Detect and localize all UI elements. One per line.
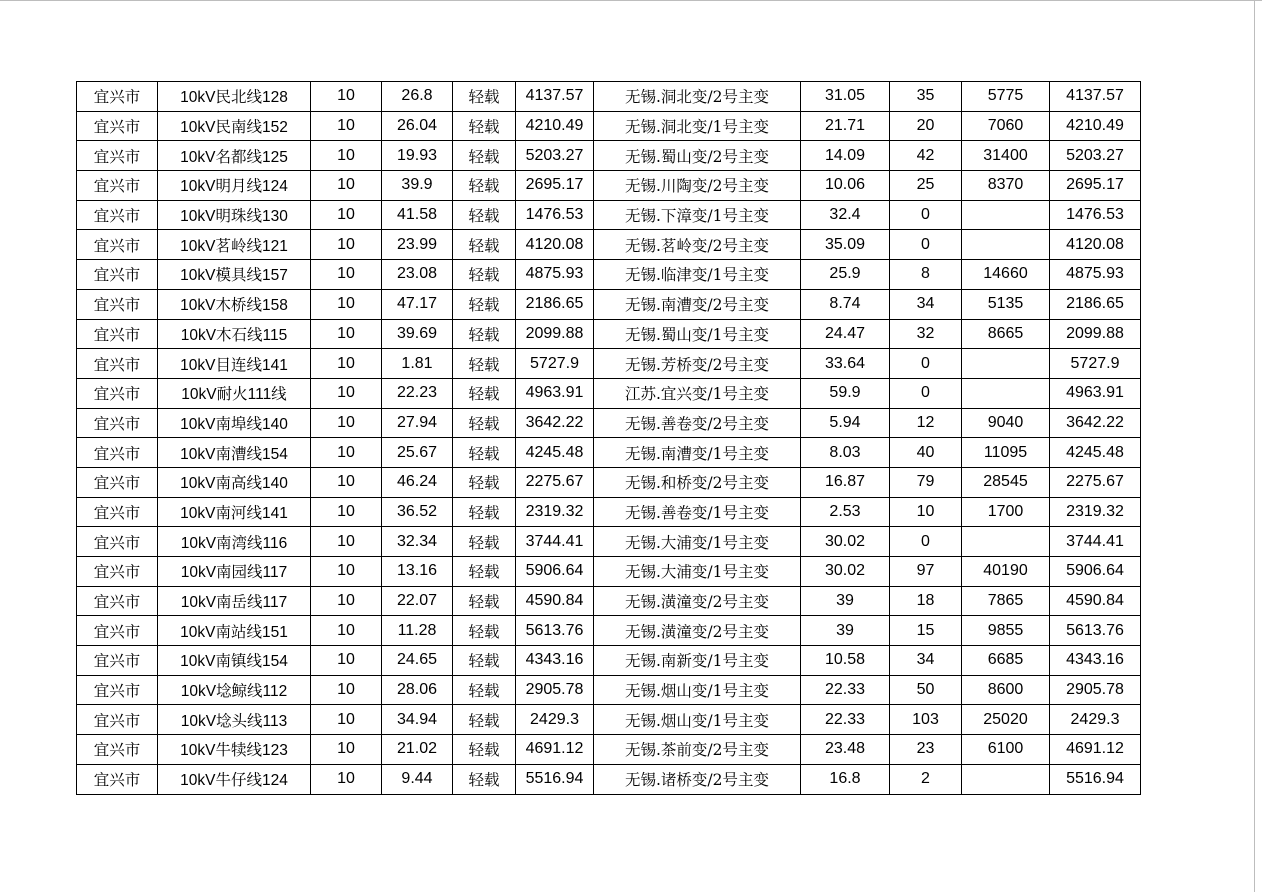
user-count-cell: 0 <box>890 230 962 260</box>
user-capacity-cell: 11095 <box>962 438 1050 468</box>
transformer-load-rate-cell: 33.64 <box>801 349 890 379</box>
load-rate-cell: 23.99 <box>382 230 453 260</box>
city-cell: 宜兴市 <box>77 497 158 527</box>
user-count-cell: 25 <box>890 171 962 201</box>
load-status-cell: 轻载 <box>453 408 516 438</box>
user-capacity-cell <box>962 378 1050 408</box>
transformer-load-rate-cell: 5.94 <box>801 408 890 438</box>
feeder-line-cell: 10kV南漕线154 <box>158 438 311 468</box>
transformer-load-rate-cell: 39 <box>801 616 890 646</box>
available-capacity-cell: 2275.67 <box>1050 467 1141 497</box>
transformer-load-rate-cell: 35.09 <box>801 230 890 260</box>
user-count-cell: 32 <box>890 319 962 349</box>
voltage-cell: 10 <box>311 260 382 290</box>
load-rate-cell: 23.08 <box>382 260 453 290</box>
transformer-load-rate-cell: 16.87 <box>801 467 890 497</box>
capacity-cell: 2186.65 <box>516 289 594 319</box>
load-rate-cell: 22.07 <box>382 586 453 616</box>
voltage-cell: 10 <box>311 527 382 557</box>
table-row <box>77 111 1141 141</box>
user-capacity-cell: 7060 <box>962 111 1050 141</box>
load-status-cell: 轻载 <box>453 141 516 171</box>
user-capacity-cell: 9040 <box>962 408 1050 438</box>
available-capacity-cell: 2319.32 <box>1050 497 1141 527</box>
capacity-cell: 2275.67 <box>516 467 594 497</box>
capacity-cell: 5613.76 <box>516 616 594 646</box>
city-cell: 宜兴市 <box>77 171 158 201</box>
feeder-line-cell: 10kV木石线115 <box>158 319 311 349</box>
load-rate-cell: 11.28 <box>382 616 453 646</box>
table-row <box>77 764 1141 794</box>
user-capacity-cell: 31400 <box>962 141 1050 171</box>
voltage-cell: 10 <box>311 200 382 230</box>
user-count-cell: 34 <box>890 289 962 319</box>
voltage-cell: 10 <box>311 497 382 527</box>
feeder-line-cell: 10kV南湾线116 <box>158 527 311 557</box>
user-capacity-cell: 9855 <box>962 616 1050 646</box>
table-row <box>77 586 1141 616</box>
voltage-cell: 10 <box>311 438 382 468</box>
available-capacity-cell: 4963.91 <box>1050 378 1141 408</box>
substation-transformer-cell: 无锡.茗岭变/2号主变 <box>594 230 801 260</box>
table-row <box>77 349 1141 379</box>
voltage-cell: 10 <box>311 82 382 112</box>
available-capacity-cell: 4343.16 <box>1050 646 1141 676</box>
feeder-line-cell: 10kV南高线140 <box>158 467 311 497</box>
feeder-line-cell: 10kV茗岭线121 <box>158 230 311 260</box>
table-row <box>77 141 1141 171</box>
city-cell: 宜兴市 <box>77 141 158 171</box>
substation-transformer-cell: 无锡.芳桥变/2号主变 <box>594 349 801 379</box>
feeder-line-cell: 10kV民北线128 <box>158 82 311 112</box>
capacity-cell: 4343.16 <box>516 646 594 676</box>
user-count-cell: 34 <box>890 646 962 676</box>
transformer-load-rate-cell: 8.74 <box>801 289 890 319</box>
table-row <box>77 527 1141 557</box>
capacity-cell: 2905.78 <box>516 675 594 705</box>
substation-transformer-cell: 无锡.潢潼变/2号主变 <box>594 586 801 616</box>
load-status-cell: 轻载 <box>453 260 516 290</box>
available-capacity-cell: 4875.93 <box>1050 260 1141 290</box>
load-rate-cell: 22.23 <box>382 378 453 408</box>
feeder-line-cell: 10kV南镇线154 <box>158 646 311 676</box>
capacity-cell: 5516.94 <box>516 764 594 794</box>
user-capacity-cell: 28545 <box>962 467 1050 497</box>
available-capacity-cell: 3642.22 <box>1050 408 1141 438</box>
city-cell: 宜兴市 <box>77 764 158 794</box>
city-cell: 宜兴市 <box>77 289 158 319</box>
load-status-cell: 轻载 <box>453 586 516 616</box>
load-status-cell: 轻载 <box>453 111 516 141</box>
city-cell: 宜兴市 <box>77 557 158 587</box>
capacity-cell: 4963.91 <box>516 378 594 408</box>
feeder-line-cell: 10kV木桥线158 <box>158 289 311 319</box>
available-capacity-cell: 5613.76 <box>1050 616 1141 646</box>
load-rate-cell: 39.9 <box>382 171 453 201</box>
city-cell: 宜兴市 <box>77 675 158 705</box>
feeder-line-cell: 10kV模具线157 <box>158 260 311 290</box>
voltage-cell: 10 <box>311 349 382 379</box>
user-capacity-cell: 5135 <box>962 289 1050 319</box>
user-capacity-cell: 5775 <box>962 82 1050 112</box>
transformer-load-rate-cell: 23.48 <box>801 735 890 765</box>
substation-transformer-cell: 无锡.烟山变/1号主变 <box>594 705 801 735</box>
feeder-line-cell: 10kV埝鲸线112 <box>158 675 311 705</box>
capacity-cell: 1476.53 <box>516 200 594 230</box>
user-count-cell: 103 <box>890 705 962 735</box>
transformer-load-rate-cell: 25.9 <box>801 260 890 290</box>
user-capacity-cell <box>962 764 1050 794</box>
load-rate-cell: 19.93 <box>382 141 453 171</box>
user-capacity-cell: 8665 <box>962 319 1050 349</box>
voltage-cell: 10 <box>311 675 382 705</box>
capacity-cell: 4245.48 <box>516 438 594 468</box>
capacity-cell: 5727.9 <box>516 349 594 379</box>
substation-transformer-cell: 无锡.烟山变/1号主变 <box>594 675 801 705</box>
user-capacity-cell <box>962 200 1050 230</box>
capacity-cell: 4691.12 <box>516 735 594 765</box>
load-status-cell: 轻载 <box>453 289 516 319</box>
user-count-cell: 79 <box>890 467 962 497</box>
substation-transformer-cell: 无锡.潢潼变/2号主变 <box>594 616 801 646</box>
city-cell: 宜兴市 <box>77 260 158 290</box>
load-status-cell: 轻载 <box>453 82 516 112</box>
user-capacity-cell: 6100 <box>962 735 1050 765</box>
page-top-border <box>0 0 1262 1</box>
available-capacity-cell: 2429.3 <box>1050 705 1141 735</box>
user-count-cell: 10 <box>890 497 962 527</box>
user-count-cell: 12 <box>890 408 962 438</box>
user-count-cell: 15 <box>890 616 962 646</box>
feeder-line-cell: 10kV明月线124 <box>158 171 311 201</box>
user-capacity-cell: 8600 <box>962 675 1050 705</box>
table-row <box>77 557 1141 587</box>
user-capacity-cell: 40190 <box>962 557 1050 587</box>
user-capacity-cell <box>962 349 1050 379</box>
voltage-cell: 10 <box>311 171 382 201</box>
city-cell: 宜兴市 <box>77 378 158 408</box>
feeder-line-cell: 10kV南河线141 <box>158 497 311 527</box>
voltage-cell: 10 <box>311 467 382 497</box>
voltage-cell: 10 <box>311 616 382 646</box>
substation-transformer-cell: 无锡.茶前变/2号主变 <box>594 735 801 765</box>
available-capacity-cell: 2905.78 <box>1050 675 1141 705</box>
available-capacity-cell: 1476.53 <box>1050 200 1141 230</box>
load-status-cell: 轻载 <box>453 616 516 646</box>
city-cell: 宜兴市 <box>77 319 158 349</box>
load-rate-cell: 13.16 <box>382 557 453 587</box>
substation-transformer-cell: 江苏.宜兴变/1号主变 <box>594 378 801 408</box>
feeder-table-container <box>76 81 1141 795</box>
available-capacity-cell: 4590.84 <box>1050 586 1141 616</box>
substation-transformer-cell: 无锡.大浦变/1号主变 <box>594 557 801 587</box>
substation-transformer-cell: 无锡.临津变/1号主变 <box>594 260 801 290</box>
load-rate-cell: 25.67 <box>382 438 453 468</box>
user-count-cell: 35 <box>890 82 962 112</box>
capacity-cell: 2429.3 <box>516 705 594 735</box>
table-row <box>77 82 1141 112</box>
voltage-cell: 10 <box>311 586 382 616</box>
load-rate-cell: 46.24 <box>382 467 453 497</box>
substation-transformer-cell: 无锡.洞北变/1号主变 <box>594 111 801 141</box>
available-capacity-cell: 2695.17 <box>1050 171 1141 201</box>
user-capacity-cell: 25020 <box>962 705 1050 735</box>
feeder-line-cell: 10kV南站线151 <box>158 616 311 646</box>
load-status-cell: 轻载 <box>453 378 516 408</box>
table-row <box>77 735 1141 765</box>
city-cell: 宜兴市 <box>77 527 158 557</box>
load-rate-cell: 27.94 <box>382 408 453 438</box>
table-row <box>77 408 1141 438</box>
substation-transformer-cell: 无锡.南新变/1号主变 <box>594 646 801 676</box>
city-cell: 宜兴市 <box>77 200 158 230</box>
load-rate-cell: 32.34 <box>382 527 453 557</box>
load-rate-cell: 34.94 <box>382 705 453 735</box>
available-capacity-cell: 4691.12 <box>1050 735 1141 765</box>
substation-transformer-cell: 无锡.蜀山变/1号主变 <box>594 319 801 349</box>
available-capacity-cell: 2099.88 <box>1050 319 1141 349</box>
substation-transformer-cell: 无锡.南漕变/1号主变 <box>594 438 801 468</box>
city-cell: 宜兴市 <box>77 408 158 438</box>
substation-transformer-cell: 无锡.蜀山变/2号主变 <box>594 141 801 171</box>
load-status-cell: 轻载 <box>453 705 516 735</box>
load-status-cell: 轻载 <box>453 200 516 230</box>
table-row <box>77 646 1141 676</box>
available-capacity-cell: 4245.48 <box>1050 438 1141 468</box>
transformer-load-rate-cell: 14.09 <box>801 141 890 171</box>
load-status-cell: 轻载 <box>453 646 516 676</box>
load-status-cell: 轻载 <box>453 497 516 527</box>
load-rate-cell: 1.81 <box>382 349 453 379</box>
city-cell: 宜兴市 <box>77 735 158 765</box>
page-right-border <box>1254 0 1255 892</box>
available-capacity-cell: 3744.41 <box>1050 527 1141 557</box>
transformer-load-rate-cell: 32.4 <box>801 200 890 230</box>
table-row <box>77 675 1141 705</box>
feeder-line-cell: 10kV民南线152 <box>158 111 311 141</box>
capacity-cell: 4137.57 <box>516 82 594 112</box>
available-capacity-cell: 2186.65 <box>1050 289 1141 319</box>
feeder-line-cell: 10kV牛犊线123 <box>158 735 311 765</box>
load-status-cell: 轻载 <box>453 230 516 260</box>
feeder-line-cell: 10kV名都线125 <box>158 141 311 171</box>
user-count-cell: 0 <box>890 378 962 408</box>
transformer-load-rate-cell: 21.71 <box>801 111 890 141</box>
load-status-cell: 轻载 <box>453 171 516 201</box>
user-count-cell: 0 <box>890 527 962 557</box>
available-capacity-cell: 5727.9 <box>1050 349 1141 379</box>
substation-transformer-cell: 无锡.和桥变/2号主变 <box>594 467 801 497</box>
available-capacity-cell: 4120.08 <box>1050 230 1141 260</box>
load-status-cell: 轻载 <box>453 319 516 349</box>
available-capacity-cell: 4210.49 <box>1050 111 1141 141</box>
table-row <box>77 171 1141 201</box>
feeder-line-cell: 10kV耐火111线 <box>158 378 311 408</box>
user-capacity-cell: 1700 <box>962 497 1050 527</box>
transformer-load-rate-cell: 59.9 <box>801 378 890 408</box>
load-rate-cell: 9.44 <box>382 764 453 794</box>
table-row <box>77 616 1141 646</box>
user-count-cell: 0 <box>890 349 962 379</box>
user-capacity-cell: 14660 <box>962 260 1050 290</box>
transformer-load-rate-cell: 24.47 <box>801 319 890 349</box>
load-status-cell: 轻载 <box>453 675 516 705</box>
available-capacity-cell: 4137.57 <box>1050 82 1141 112</box>
substation-transformer-cell: 无锡.川陶变/2号主变 <box>594 171 801 201</box>
voltage-cell: 10 <box>311 378 382 408</box>
load-rate-cell: 26.8 <box>382 82 453 112</box>
load-status-cell: 轻载 <box>453 527 516 557</box>
user-count-cell: 40 <box>890 438 962 468</box>
available-capacity-cell: 5516.94 <box>1050 764 1141 794</box>
load-rate-cell: 21.02 <box>382 735 453 765</box>
load-rate-cell: 39.69 <box>382 319 453 349</box>
table-row <box>77 438 1141 468</box>
substation-transformer-cell: 无锡.诸桥变/2号主变 <box>594 764 801 794</box>
capacity-cell: 2099.88 <box>516 319 594 349</box>
load-rate-cell: 47.17 <box>382 289 453 319</box>
substation-transformer-cell: 无锡.洞北变/2号主变 <box>594 82 801 112</box>
feeder-line-cell: 10kV牛仔线124 <box>158 764 311 794</box>
capacity-cell: 5906.64 <box>516 557 594 587</box>
voltage-cell: 10 <box>311 141 382 171</box>
transformer-load-rate-cell: 8.03 <box>801 438 890 468</box>
feeder-line-cell: 10kV埝头线113 <box>158 705 311 735</box>
user-capacity-cell <box>962 230 1050 260</box>
load-status-cell: 轻载 <box>453 557 516 587</box>
load-status-cell: 轻载 <box>453 735 516 765</box>
transformer-load-rate-cell: 30.02 <box>801 557 890 587</box>
feeder-line-cell: 10kV南园线117 <box>158 557 311 587</box>
user-count-cell: 23 <box>890 735 962 765</box>
available-capacity-cell: 5906.64 <box>1050 557 1141 587</box>
user-count-cell: 50 <box>890 675 962 705</box>
load-rate-cell: 24.65 <box>382 646 453 676</box>
table-row <box>77 260 1141 290</box>
transformer-load-rate-cell: 30.02 <box>801 527 890 557</box>
voltage-cell: 10 <box>311 289 382 319</box>
capacity-cell: 4875.93 <box>516 260 594 290</box>
user-count-cell: 97 <box>890 557 962 587</box>
substation-transformer-cell: 无锡.大浦变/1号主变 <box>594 527 801 557</box>
load-rate-cell: 36.52 <box>382 497 453 527</box>
table-body <box>77 82 1141 795</box>
table-row <box>77 200 1141 230</box>
capacity-cell: 4590.84 <box>516 586 594 616</box>
voltage-cell: 10 <box>311 230 382 260</box>
load-rate-cell: 26.04 <box>382 111 453 141</box>
city-cell: 宜兴市 <box>77 616 158 646</box>
transformer-load-rate-cell: 22.33 <box>801 675 890 705</box>
city-cell: 宜兴市 <box>77 646 158 676</box>
user-count-cell: 8 <box>890 260 962 290</box>
feeder-line-cell: 10kV南埠线140 <box>158 408 311 438</box>
user-capacity-cell: 8370 <box>962 171 1050 201</box>
feeder-line-cell: 10kV南岳线117 <box>158 586 311 616</box>
transformer-load-rate-cell: 16.8 <box>801 764 890 794</box>
table-row <box>77 319 1141 349</box>
user-count-cell: 42 <box>890 141 962 171</box>
load-status-cell: 轻载 <box>453 349 516 379</box>
feeder-load-table <box>76 81 1141 795</box>
user-count-cell: 2 <box>890 764 962 794</box>
user-capacity-cell: 6685 <box>962 646 1050 676</box>
load-rate-cell: 28.06 <box>382 675 453 705</box>
load-rate-cell: 41.58 <box>382 200 453 230</box>
feeder-line-cell: 10kV目连线141 <box>158 349 311 379</box>
city-cell: 宜兴市 <box>77 230 158 260</box>
user-count-cell: 0 <box>890 200 962 230</box>
user-capacity-cell: 7865 <box>962 586 1050 616</box>
voltage-cell: 10 <box>311 764 382 794</box>
capacity-cell: 4120.08 <box>516 230 594 260</box>
city-cell: 宜兴市 <box>77 705 158 735</box>
table-row <box>77 378 1141 408</box>
city-cell: 宜兴市 <box>77 467 158 497</box>
table-row <box>77 467 1141 497</box>
load-status-cell: 轻载 <box>453 764 516 794</box>
transformer-load-rate-cell: 10.06 <box>801 171 890 201</box>
feeder-line-cell: 10kV明珠线130 <box>158 200 311 230</box>
voltage-cell: 10 <box>311 557 382 587</box>
user-count-cell: 20 <box>890 111 962 141</box>
substation-transformer-cell: 无锡.南漕变/2号主变 <box>594 289 801 319</box>
substation-transformer-cell: 无锡.善卷变/2号主变 <box>594 408 801 438</box>
transformer-load-rate-cell: 2.53 <box>801 497 890 527</box>
table-row <box>77 497 1141 527</box>
user-count-cell: 18 <box>890 586 962 616</box>
city-cell: 宜兴市 <box>77 82 158 112</box>
capacity-cell: 4210.49 <box>516 111 594 141</box>
transformer-load-rate-cell: 31.05 <box>801 82 890 112</box>
city-cell: 宜兴市 <box>77 111 158 141</box>
transformer-load-rate-cell: 22.33 <box>801 705 890 735</box>
table-row <box>77 705 1141 735</box>
table-row <box>77 230 1141 260</box>
capacity-cell: 2319.32 <box>516 497 594 527</box>
voltage-cell: 10 <box>311 705 382 735</box>
voltage-cell: 10 <box>311 735 382 765</box>
capacity-cell: 2695.17 <box>516 171 594 201</box>
voltage-cell: 10 <box>311 408 382 438</box>
city-cell: 宜兴市 <box>77 438 158 468</box>
city-cell: 宜兴市 <box>77 586 158 616</box>
transformer-load-rate-cell: 39 <box>801 586 890 616</box>
voltage-cell: 10 <box>311 319 382 349</box>
user-capacity-cell <box>962 527 1050 557</box>
table-row <box>77 289 1141 319</box>
transformer-load-rate-cell: 10.58 <box>801 646 890 676</box>
city-cell: 宜兴市 <box>77 349 158 379</box>
capacity-cell: 5203.27 <box>516 141 594 171</box>
load-status-cell: 轻载 <box>453 467 516 497</box>
capacity-cell: 3642.22 <box>516 408 594 438</box>
substation-transformer-cell: 无锡.下漳变/1号主变 <box>594 200 801 230</box>
load-status-cell: 轻载 <box>453 438 516 468</box>
voltage-cell: 10 <box>311 111 382 141</box>
capacity-cell: 3744.41 <box>516 527 594 557</box>
substation-transformer-cell: 无锡.善卷变/1号主变 <box>594 497 801 527</box>
available-capacity-cell: 5203.27 <box>1050 141 1141 171</box>
voltage-cell: 10 <box>311 646 382 676</box>
